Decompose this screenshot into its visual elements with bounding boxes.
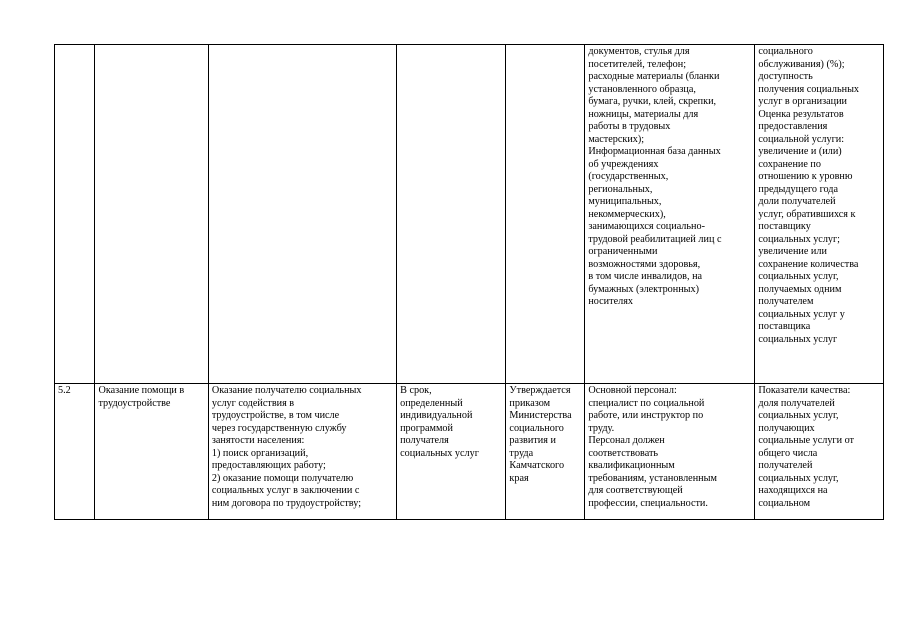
- cell-indicators: [755, 384, 884, 520]
- text-line: квалификационным: [588, 460, 675, 471]
- text-line: бумага, ручки, клей, скрепки,: [588, 96, 717, 107]
- text-line: документов, стулья для: [588, 46, 690, 57]
- text-line: определенный: [400, 397, 463, 409]
- text-line: занятости населения:: [211, 435, 305, 446]
- text-line: отношению к уровню: [758, 171, 853, 182]
- text-line: возможностями здоровья,: [588, 258, 701, 270]
- text-line: доступность: [758, 71, 813, 82]
- text-line: ним договора по трудоустройству;: [211, 497, 362, 509]
- text-line: программой: [400, 422, 453, 434]
- text-line: социального: [509, 422, 564, 434]
- text-line: 1) поиск организаций,: [211, 447, 309, 459]
- text-line: 2) оказание помощи получателю: [211, 472, 354, 484]
- text-line: носителях: [588, 296, 633, 307]
- cell-description: [208, 384, 396, 520]
- text-line: Камчатского: [509, 460, 565, 471]
- cell-service-name: [95, 45, 208, 384]
- cell-resources: [585, 45, 755, 384]
- text-line: работы в трудовых: [588, 121, 671, 132]
- text-line: Информационная база данных: [588, 146, 721, 157]
- text-line: приказом: [509, 397, 551, 409]
- text-line: поставщика: [758, 321, 811, 332]
- text-line: социальных услуг: [400, 447, 479, 459]
- text-line: Основной персонал:: [588, 385, 677, 396]
- text-line: через государственную службу: [211, 422, 347, 434]
- cell-indicators: [755, 45, 884, 384]
- text-line: увеличение или: [758, 246, 827, 257]
- text-line: для соответствующей: [588, 485, 683, 496]
- cell-number: [55, 45, 95, 384]
- text-line: получаемых одним: [758, 283, 842, 295]
- text-line: в том числе инвалидов, на: [588, 271, 703, 282]
- cell-approval: [506, 45, 585, 384]
- text-line: обслуживания) (%);: [758, 58, 845, 70]
- text-line: профессии, специальности.: [588, 497, 708, 509]
- text-line: некоммерческих),: [588, 208, 666, 220]
- text-line: увеличение и (или): [758, 146, 842, 157]
- text-line: получения социальных: [758, 83, 860, 95]
- text-line: ограниченными: [588, 246, 658, 257]
- text-line: социальном: [758, 497, 811, 509]
- text-line: социального: [758, 46, 813, 57]
- text-line: В срок,: [400, 385, 432, 396]
- text-line: общего числа: [758, 447, 818, 459]
- cell-service-name: [95, 384, 208, 520]
- text-line: услуг содействия в: [211, 397, 295, 409]
- text-line: Показатели качества:: [758, 385, 851, 396]
- text-line: Утверждается: [509, 385, 571, 396]
- text-line: требованиям, установленным: [588, 472, 717, 484]
- text-line: труда: [509, 447, 534, 459]
- text-line: края: [509, 472, 529, 484]
- text-line: бумажных (электронных): [588, 283, 699, 295]
- text-line: муниципальных,: [588, 196, 662, 207]
- text-line: трудоустройстве, в том числе: [211, 410, 340, 421]
- text-line: соответствовать: [588, 447, 659, 459]
- text-line: предоставления: [758, 121, 828, 132]
- text-line: Оказание получателю социальных: [211, 385, 362, 396]
- text-line: предыдущего года: [758, 183, 839, 195]
- text-line: занимающихся социально-: [588, 221, 705, 232]
- text-line: получателей: [758, 460, 813, 471]
- cell-number: [55, 384, 95, 520]
- table-row-continued: [55, 45, 884, 384]
- text-line: посетителей, телефон;: [588, 58, 687, 70]
- text-line: Персонал должен: [588, 435, 665, 446]
- row-number: 5.2: [58, 385, 71, 396]
- text-line: трудовой реабилитацией лиц с: [588, 233, 722, 245]
- text-line: социальной услуги:: [758, 133, 845, 145]
- cell-description: [208, 45, 396, 384]
- text-line: (государственных,: [588, 171, 669, 182]
- text-line: предоставляющих работу;: [211, 460, 326, 471]
- cell-approval: [506, 384, 585, 520]
- text-line: получателя: [400, 435, 449, 446]
- text-line: сохранение по: [758, 158, 821, 170]
- text-line: сохранение количества: [758, 258, 859, 270]
- cell-term: [397, 384, 506, 520]
- text-line: установленного образца,: [588, 83, 696, 95]
- text-line: поставщику: [758, 221, 811, 232]
- text-line: Оценка результатов: [758, 108, 844, 120]
- services-table: [54, 44, 884, 520]
- text-line: услуг в организации: [758, 96, 847, 107]
- text-line: социальных услуг;: [758, 233, 841, 245]
- text-line: получающих: [758, 422, 815, 434]
- cell-term: [397, 45, 506, 384]
- text-line: ножницы, материалы для: [588, 108, 699, 120]
- text-line: социальных услуг,: [758, 472, 839, 484]
- text-line: услуг, обратившихся к: [758, 208, 856, 220]
- text-line: доли получателей: [758, 196, 836, 207]
- text-line: получателем: [758, 296, 814, 307]
- cell-resources: [585, 384, 755, 520]
- text-line: специалист по социальной: [588, 397, 705, 409]
- text-line: социальных услуг: [758, 333, 838, 345]
- text-line: социальных услуг,: [758, 271, 839, 282]
- text-line: мастерских);: [588, 133, 645, 145]
- text-line: доля получателей: [758, 397, 835, 409]
- text-line: социальных услуг,: [758, 410, 839, 421]
- text-line: трудоустройстве: [98, 397, 171, 409]
- text-line: об учреждениях: [588, 158, 659, 170]
- text-line: индивидуальной: [400, 410, 473, 421]
- text-line: социальных услуг в заключении с: [211, 485, 360, 496]
- text-line: развития и: [509, 435, 556, 446]
- text-line: региональных,: [588, 183, 653, 195]
- text-line: находящихся на: [758, 485, 828, 496]
- text-line: Министерства: [509, 410, 572, 421]
- text-line: труду.: [588, 422, 615, 434]
- text-line: социальных услуг у: [758, 308, 845, 320]
- text-line: работе, или инструктор по: [588, 410, 704, 421]
- text-line: расходные материалы (бланки: [588, 71, 720, 82]
- text-line: социальные услуги от: [758, 435, 855, 446]
- table-row-5-2: [55, 384, 884, 520]
- text-line: Оказание помощи в: [98, 385, 185, 396]
